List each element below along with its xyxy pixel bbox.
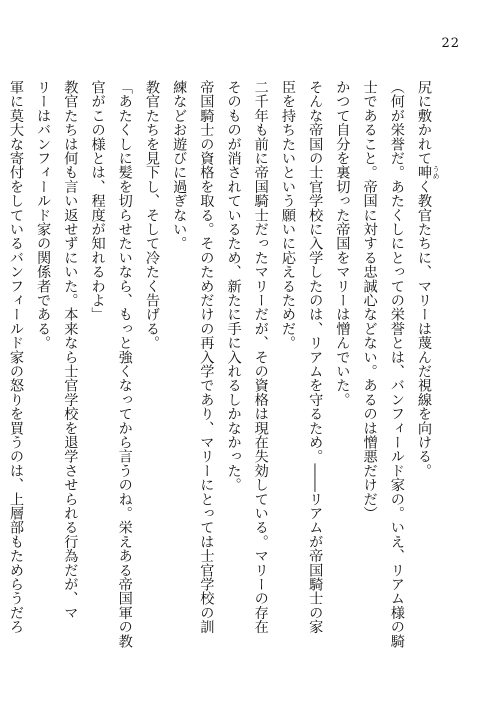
text-line-14: 教官たちは何も言い返せずにいた。本来なら士官学校を退学させられる行為だが、マ bbox=[62, 80, 79, 620]
text-line-10: 練などお遊びに過ぎない。 bbox=[171, 80, 188, 251]
page-number: 22 bbox=[441, 36, 460, 51]
text-line-15: リーはバンフィールド家の関係者である。 bbox=[35, 80, 52, 350]
ruby-word bbox=[416, 165, 440, 180]
text-line-1-part-b: く教官たちに、マリーは蔑んだ視線を向ける。 bbox=[416, 179, 432, 478]
text-line-16: 軍に莫大な寄付をしているバンフィールド家の怒りを買うのは、上層部もためらうだろ bbox=[7, 80, 24, 634]
text-line-1-part-a: 尻に敷かれて bbox=[416, 80, 432, 166]
ruby-reading: うめ bbox=[432, 165, 440, 180]
text-line-9: 帝国騎士の資格を取る。そのためだけの再入学であり、マリーにとっては士官学校の訓 bbox=[198, 80, 215, 634]
vertical-text-block bbox=[0, 80, 440, 648]
text-line-5: そんな帝国の士官学校に入学したのは、リアムを守るため。――リアムが帝国騎士の家 bbox=[307, 80, 324, 634]
text-line-8: そのものが消されているため、新たに手に入れるしかなかった。 bbox=[225, 80, 242, 492]
text-line-12: 「あたくしに髪を切らせたいなら、もっと強くなってから言うのね。栄えある帝国軍の教 bbox=[116, 80, 133, 648]
text-line-6: 臣を持ちたいという願いに応えるためだ。 bbox=[279, 80, 296, 350]
text-line-13: 官がこの様とは、程度が知れるわよ」 bbox=[89, 80, 106, 322]
ruby-base: 呻 bbox=[416, 165, 432, 180]
text-line-1 bbox=[410, 80, 440, 620]
text-line-11: 教官たちを見下し、そして冷たく告げる。 bbox=[143, 80, 160, 350]
text-line-4: かつて自分を裏切った帝国をマリーは憎んでいた。 bbox=[334, 80, 351, 407]
text-line-2: （何が栄誉だ。あたくしにとっての栄誉とは、バンフィールド家の。いえ、リアム様の騎 bbox=[388, 80, 405, 648]
text-line-7: 二千年も前に帝国騎士だったマリーだが、その資格は現在失効している。マリーの存在 bbox=[252, 80, 269, 634]
text-line-3: 士であること。帝国に対する忠誠心などない。あるのは憎悪だけだ） bbox=[361, 80, 378, 521]
